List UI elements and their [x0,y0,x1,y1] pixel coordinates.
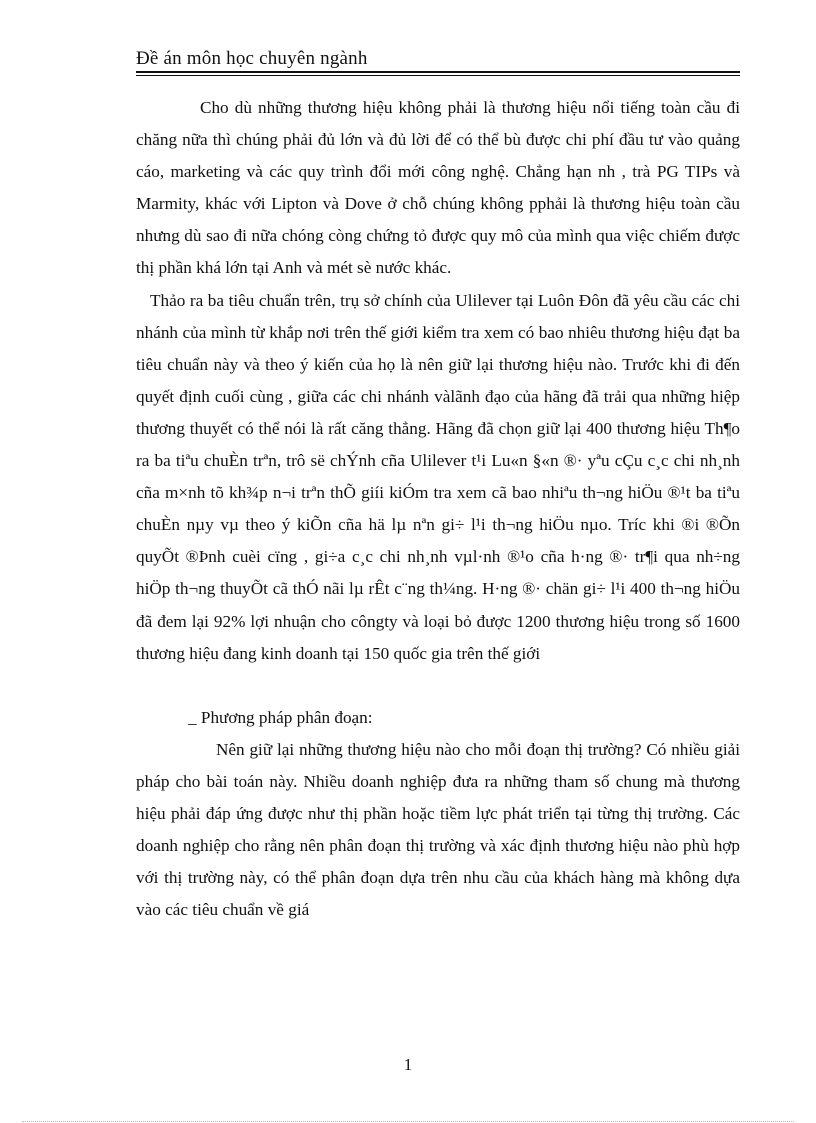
section-heading: _ Phương pháp phân đoạn: [188,707,373,727]
page-header-title: Đề án môn học chuyên ngành [136,48,368,69]
paragraph-3: Nên giữ lại những thương hiệu nào cho mỗi đoạn thị trường? Có nhiều giải pháp cho bài toán này. Nhiều doanh nghiệp đưa ra những tham số chung mà thương hiệu phải đáp ứng được như thị phần hoặc tiềm lực phát triển tại từng thị trường. Các doanh nghiệp cho rằng nên phân đoạn thị trường và xác định thương hiệu nào phù hợp với thị trường này, có thể phân đoạn dựa trên nhu cầu của khách hàng mà không dựa vào các tiêu chuẩn về giá [136,739,740,920]
paragraph-2: Thảo ra ba tiêu chuẩn trên, trụ sở chính của Ulilever tại Luôn Đôn đã yêu cầu các chi nhánh của mình từ khắp nơi trên thế giới kiểm tra xem có bao nhiêu thương hiệu đạt ba tiêu chuẩn này và theo ý kiến của họ là nên giữ lại thương hiệu nào. Trước khi đi đến quyết định cuối cùng , giữa các chi nhánh vàlãnh đạo của hãng đã trải qua những hiệp thương thuyết có thể nói là rất căng thẳng. Hãng đã chọn giữ lại 400 thương hiệu Th¶o ra ba tiªu chuÈn trªn, trô së chÝnh cña Ulilever t¹i Lu«n §«n ®· yªu cÇu c¸c chi nh¸nh cña m×nh tõ kh¾p n¬i trªn thÕ giíi kiÓm tra xem cã bao nhiªu th¬ng hiÖu ®¹t ba tiªu chuÈn nµy vµ theo ý kiÕn cña hä lµ nªn gi÷ l¹i th¬ng hiÖu nµo. Tríc khi ®i ®Õn quyÕt ®Þnh cuèi cïng , gi÷a c¸c chi nh¸nh vµl·nh ®¹o cña h·ng ®· tr¶i qua nh÷ng hiÖp th¬ng thuyÕt cã thÓ nãi lµ rÊt c¨ng th¼ng. H·ng ®· chän gi÷ l¹i 400 th¬ng hiÖu đã đem lại 92% lợi nhuận cho côngty và loại bỏ được 1200 thương hiệu trong số 1600 thương hiệu đang kinh doanh tại 150 quốc gia trên thế giới [136,290,740,663]
paragraph-1: Cho dù những thương hiệu không phải là thương hiệu nổi tiếng toàn cầu đi chăng nữa thì chúng phải đủ lớn và đủ lời để có thể bù được chi phí đầu tư vào quảng cáo, marketing và các quy trình đổi mới công nghệ. Chẳng hạn nh , trà PG TIPs và Marmity, khác với Lipton và Dove ở chỗ chúng không pphải là thương hiệu toàn cầu nhưng dù sao đi nữa chóng còng chứng tỏ được quy mô của mình qua việc chiếm được thị phần khá lớn tại Anh và mét sè nước khác. [136,98,740,278]
page-number: 1 [403,1055,413,1074]
paragraph-gap [136,670,740,702]
header-rule-thick [136,71,740,73]
page-bottom-border [22,1121,794,1122]
document-body [136,92,740,926]
header-rule-thin [136,75,740,76]
